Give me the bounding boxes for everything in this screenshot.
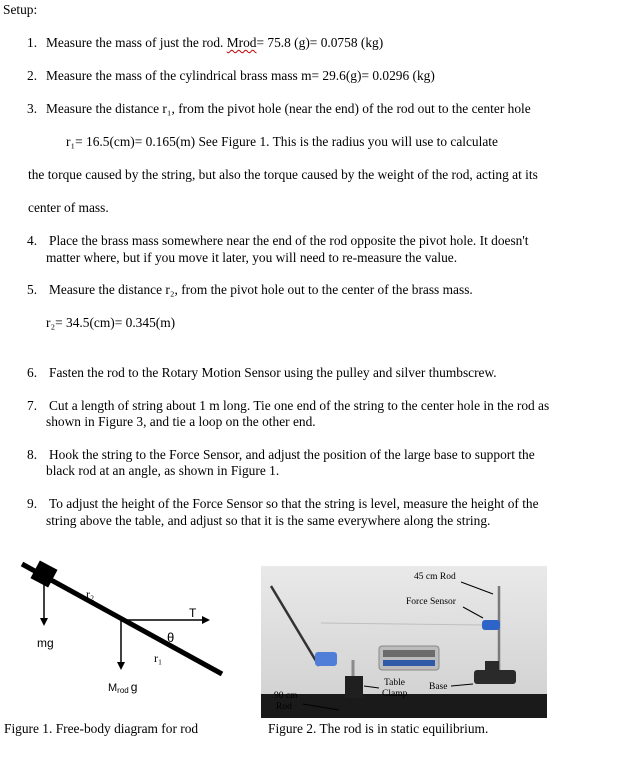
mg-label: mg [37, 636, 54, 650]
figure-1-caption: Figure 1. Free-body diagram for rod [4, 721, 199, 736]
r2-label: r₂ [86, 587, 95, 601]
step-1-suffix: = 75.8 (g)= 0.0758 (kg) [256, 35, 384, 50]
theta-label: θ [167, 630, 175, 645]
step-9-line1: To adjust the height of the Force Sensor so that the string is level, measure the height of the [49, 496, 539, 511]
step-9-number: 9. [27, 496, 38, 511]
label-table: Table [384, 678, 405, 688]
force-sensor [482, 620, 500, 630]
interface-panel [383, 650, 435, 657]
label-90cm: 90 cm [274, 691, 298, 701]
label-force-sensor: Force Sensor [406, 597, 456, 607]
step-3-line2: r₁= 16.5(cm)= 0.165(m) See Figure 1. This is the radius you will use to calculate [66, 134, 498, 149]
step-2-text: Measure the mass of the cylindrical brass mass m= 29.6(g)= 0.0296 (kg) [46, 68, 435, 83]
label-base: Base [429, 682, 448, 692]
step-2-number: 2. [27, 68, 38, 83]
figure-2-caption: Figure 2. The rod is in static equilibrium. [268, 721, 489, 736]
figure-2-photo [261, 566, 547, 718]
mrod-g-arrowhead [117, 662, 125, 670]
table-clamp [345, 676, 363, 698]
step-1-prefix: Measure the mass of just the rod. [46, 35, 227, 50]
step-4-line1: Place the brass mass somewhere near the end of the rod opposite the pivot hole. It doesn't [49, 233, 529, 248]
step-3-line3: the torque caused by the string, but also the torque caused by the weight of the rod, acting at its [28, 167, 538, 182]
base-foot [485, 661, 499, 673]
label-clamp: Clamp [382, 689, 408, 699]
step-1-mrod: Mrod [226, 35, 257, 50]
step-6-number: 6. [27, 365, 38, 380]
step-5-line1: Measure the distance r₂, from the pivot hole out to the center of the brass mass. [49, 282, 473, 297]
mg-arrowhead [40, 618, 48, 626]
step-8-line2: black rod at an angle, as shown in Figure 1. [46, 463, 280, 478]
step-9-line2: string above the table, and adjust so that it is the same everywhere along the string. [46, 513, 491, 528]
step-7-number: 7. [27, 398, 38, 413]
mrod-g: g [130, 680, 138, 694]
label-rod: Rod [276, 702, 292, 712]
mrod-m: M [108, 682, 118, 694]
rotary-sensor [315, 652, 337, 666]
interface-box [379, 646, 439, 670]
step-1-number: 1. [27, 35, 38, 50]
label-45cm-rod: 45 cm Rod [414, 572, 456, 582]
step-3-line4: center of mass. [28, 200, 109, 215]
step-5-number: 5. [27, 282, 38, 297]
mrod-sub: rod [117, 686, 129, 695]
step-5-line2: r₂= 34.5(cm)= 0.345(m) [46, 315, 176, 330]
step-7-line2: shown in Figure 3, and tie a loop on the other end. [46, 414, 316, 429]
step-1-text [46, 35, 383, 51]
figure-1-free-body-diagram [0, 552, 250, 712]
step-4-line2: matter where, but if you move it later, you will need to re-measure the value. [46, 250, 458, 265]
t-label: T [189, 606, 197, 620]
step-8-number: 8. [27, 447, 38, 462]
setup-heading: Setup: [3, 2, 38, 17]
step-7-line1: Cut a length of string about 1 m long. Tie one end of the string to the center hole in the rod as [49, 398, 550, 413]
step-3-number: 3. [27, 101, 38, 116]
step-6-text: Fasten the rod to the Rotary Motion Sensor using the pulley and silver thumbscrew. [49, 365, 497, 380]
interface-screen [383, 660, 435, 666]
tension-arrowhead [202, 616, 210, 624]
mrod-g-label [108, 680, 137, 695]
r1-label: r₁ [154, 651, 163, 665]
step-8-line1: Hook the string to the Force Sensor, and adjust the position of the large base to support the [49, 447, 535, 462]
step-3-line1: Measure the distance r₁, from the pivot hole (near the end) of the rod out to the center hole [46, 101, 531, 116]
step-4-number: 4. [27, 233, 38, 248]
